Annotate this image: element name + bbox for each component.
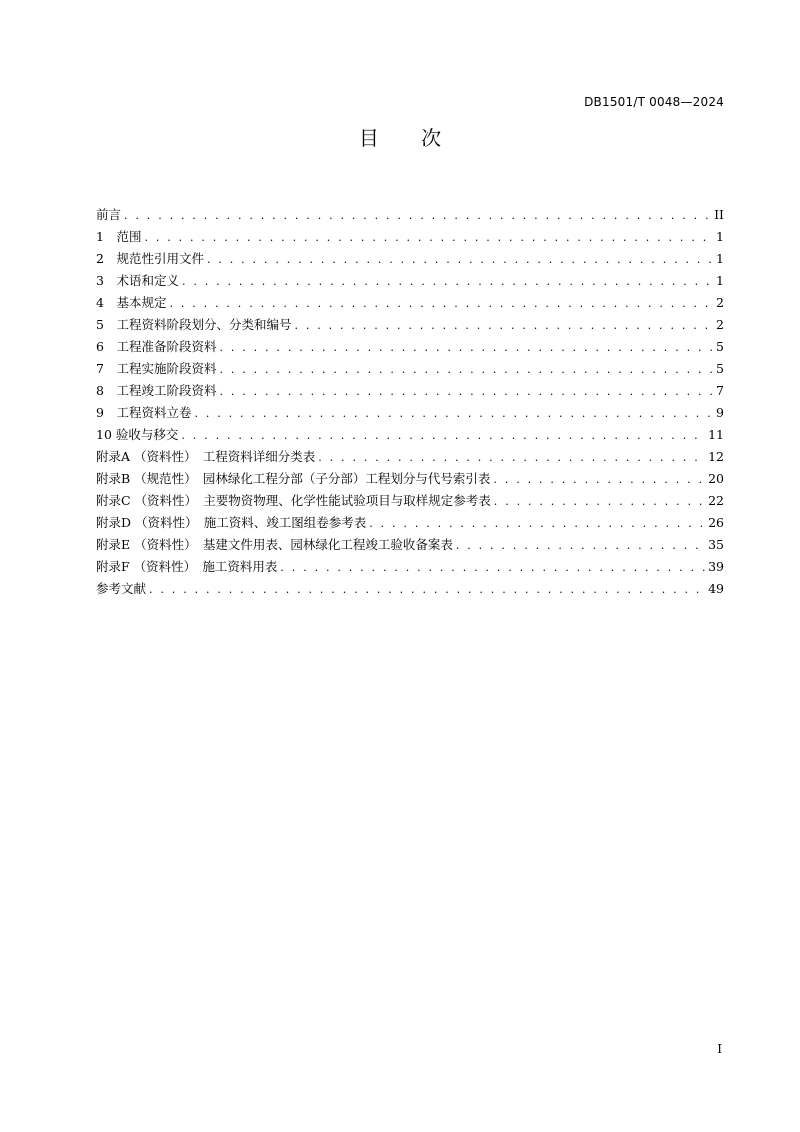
toc-leader-dots — [369, 513, 705, 535]
toc-entry[interactable] — [96, 446, 724, 468]
toc-entry-page: 20 — [708, 471, 724, 486]
toc-entry[interactable] — [96, 292, 724, 314]
toc-leader-dots — [294, 315, 713, 337]
document-code: DB1501/T 0048—2024 — [584, 95, 724, 109]
toc-leader-dots — [280, 557, 705, 579]
page-number: I — [717, 1042, 722, 1056]
toc-entry-label: 9 工程资料立卷 — [96, 405, 192, 420]
toc-leader-dots — [219, 337, 713, 359]
toc-entry-label: 附录D （资料性） 施工资料、竣工图组卷参考表 — [96, 515, 367, 530]
toc-entry[interactable] — [96, 380, 724, 402]
page-title: 目 次 — [358, 126, 460, 150]
toc-leader-dots — [493, 469, 705, 491]
toc-entry-page: 12 — [708, 449, 724, 464]
toc-entry[interactable] — [96, 578, 724, 600]
toc-leader-dots — [144, 227, 713, 249]
toc-entry-page: 39 — [708, 559, 724, 574]
toc-entry-label: 5 工程资料阶段划分、分类和编号 — [96, 317, 292, 332]
toc-entry-label: 附录C （资料性） 主要物资物理、化学性能试验项目与取样规定参考表 — [96, 493, 491, 508]
toc-leader-dots — [149, 579, 705, 601]
toc-entry[interactable] — [96, 226, 724, 248]
toc-entry[interactable] — [96, 336, 724, 358]
toc-entry-label: 6 工程准备阶段资料 — [96, 339, 217, 354]
toc-leader-dots — [318, 447, 705, 469]
toc-entry[interactable] — [96, 270, 724, 292]
toc-entry[interactable] — [96, 512, 724, 534]
toc-entry-page: 35 — [708, 537, 724, 552]
toc-leader-dots — [194, 403, 713, 425]
toc-entry-page: 49 — [708, 581, 724, 596]
toc-entry-label: 3 术语和定义 — [96, 273, 179, 288]
toc-leader-dots — [124, 205, 711, 227]
toc-entry-page: 26 — [708, 515, 724, 530]
toc-leader-dots — [456, 535, 705, 557]
toc-leader-dots — [219, 359, 713, 381]
toc-entry-label: 附录B （规范性） 园林绿化工程分部（子分部）工程划分与代号索引表 — [96, 471, 491, 486]
toc-entry[interactable] — [96, 314, 724, 336]
toc-entry[interactable] — [96, 556, 724, 578]
toc-entry[interactable] — [96, 204, 724, 226]
toc-entry-page: 1 — [716, 251, 724, 266]
table-of-contents — [96, 204, 724, 600]
toc-entry-page: 7 — [716, 383, 724, 398]
toc-leader-dots — [219, 381, 713, 403]
toc-entry-page: 5 — [716, 361, 724, 376]
toc-entry-label: 参考文献 — [96, 581, 147, 596]
toc-entry-page: 5 — [716, 339, 724, 354]
toc-entry-label: 10 验收与移交 — [96, 427, 179, 442]
toc-leader-dots — [182, 271, 713, 293]
toc-entry[interactable] — [96, 248, 724, 270]
toc-entry-page: 11 — [708, 427, 724, 442]
toc-entry-label: 2 规范性引用文件 — [96, 251, 204, 266]
toc-leader-dots — [181, 425, 705, 447]
toc-entry-label: 前言 — [96, 207, 122, 222]
toc-entry-label: 7 工程实施阶段资料 — [96, 361, 217, 376]
toc-entry-page: 1 — [716, 273, 724, 288]
toc-entry[interactable] — [96, 402, 724, 424]
toc-entry[interactable] — [96, 490, 724, 512]
toc-entry-page: 2 — [716, 317, 724, 332]
toc-leader-dots — [494, 491, 705, 513]
toc-entry[interactable] — [96, 358, 724, 380]
toc-entry[interactable] — [96, 534, 724, 556]
toc-entry-page: II — [714, 207, 724, 222]
toc-entry-label: 附录E （资料性） 基建文件用表、园林绿化工程竣工验收备案表 — [96, 537, 453, 552]
toc-entry-label: 4 基本规定 — [96, 295, 167, 310]
toc-entry-page: 2 — [716, 295, 724, 310]
toc-entry-label: 1 范围 — [96, 229, 142, 244]
toc-entry[interactable] — [96, 468, 724, 490]
toc-entry-label: 8 工程竣工阶段资料 — [96, 383, 217, 398]
toc-leader-dots — [207, 249, 713, 271]
toc-entry-label: 附录F （资料性） 施工资料用表 — [96, 559, 278, 574]
toc-entry[interactable] — [96, 424, 724, 446]
toc-entry-page: 9 — [716, 405, 724, 420]
toc-entry-page: 22 — [708, 493, 724, 508]
toc-entry-label: 附录A （资料性） 工程资料详细分类表 — [96, 449, 316, 464]
toc-leader-dots — [169, 293, 713, 315]
toc-entry-page: 1 — [716, 229, 724, 244]
